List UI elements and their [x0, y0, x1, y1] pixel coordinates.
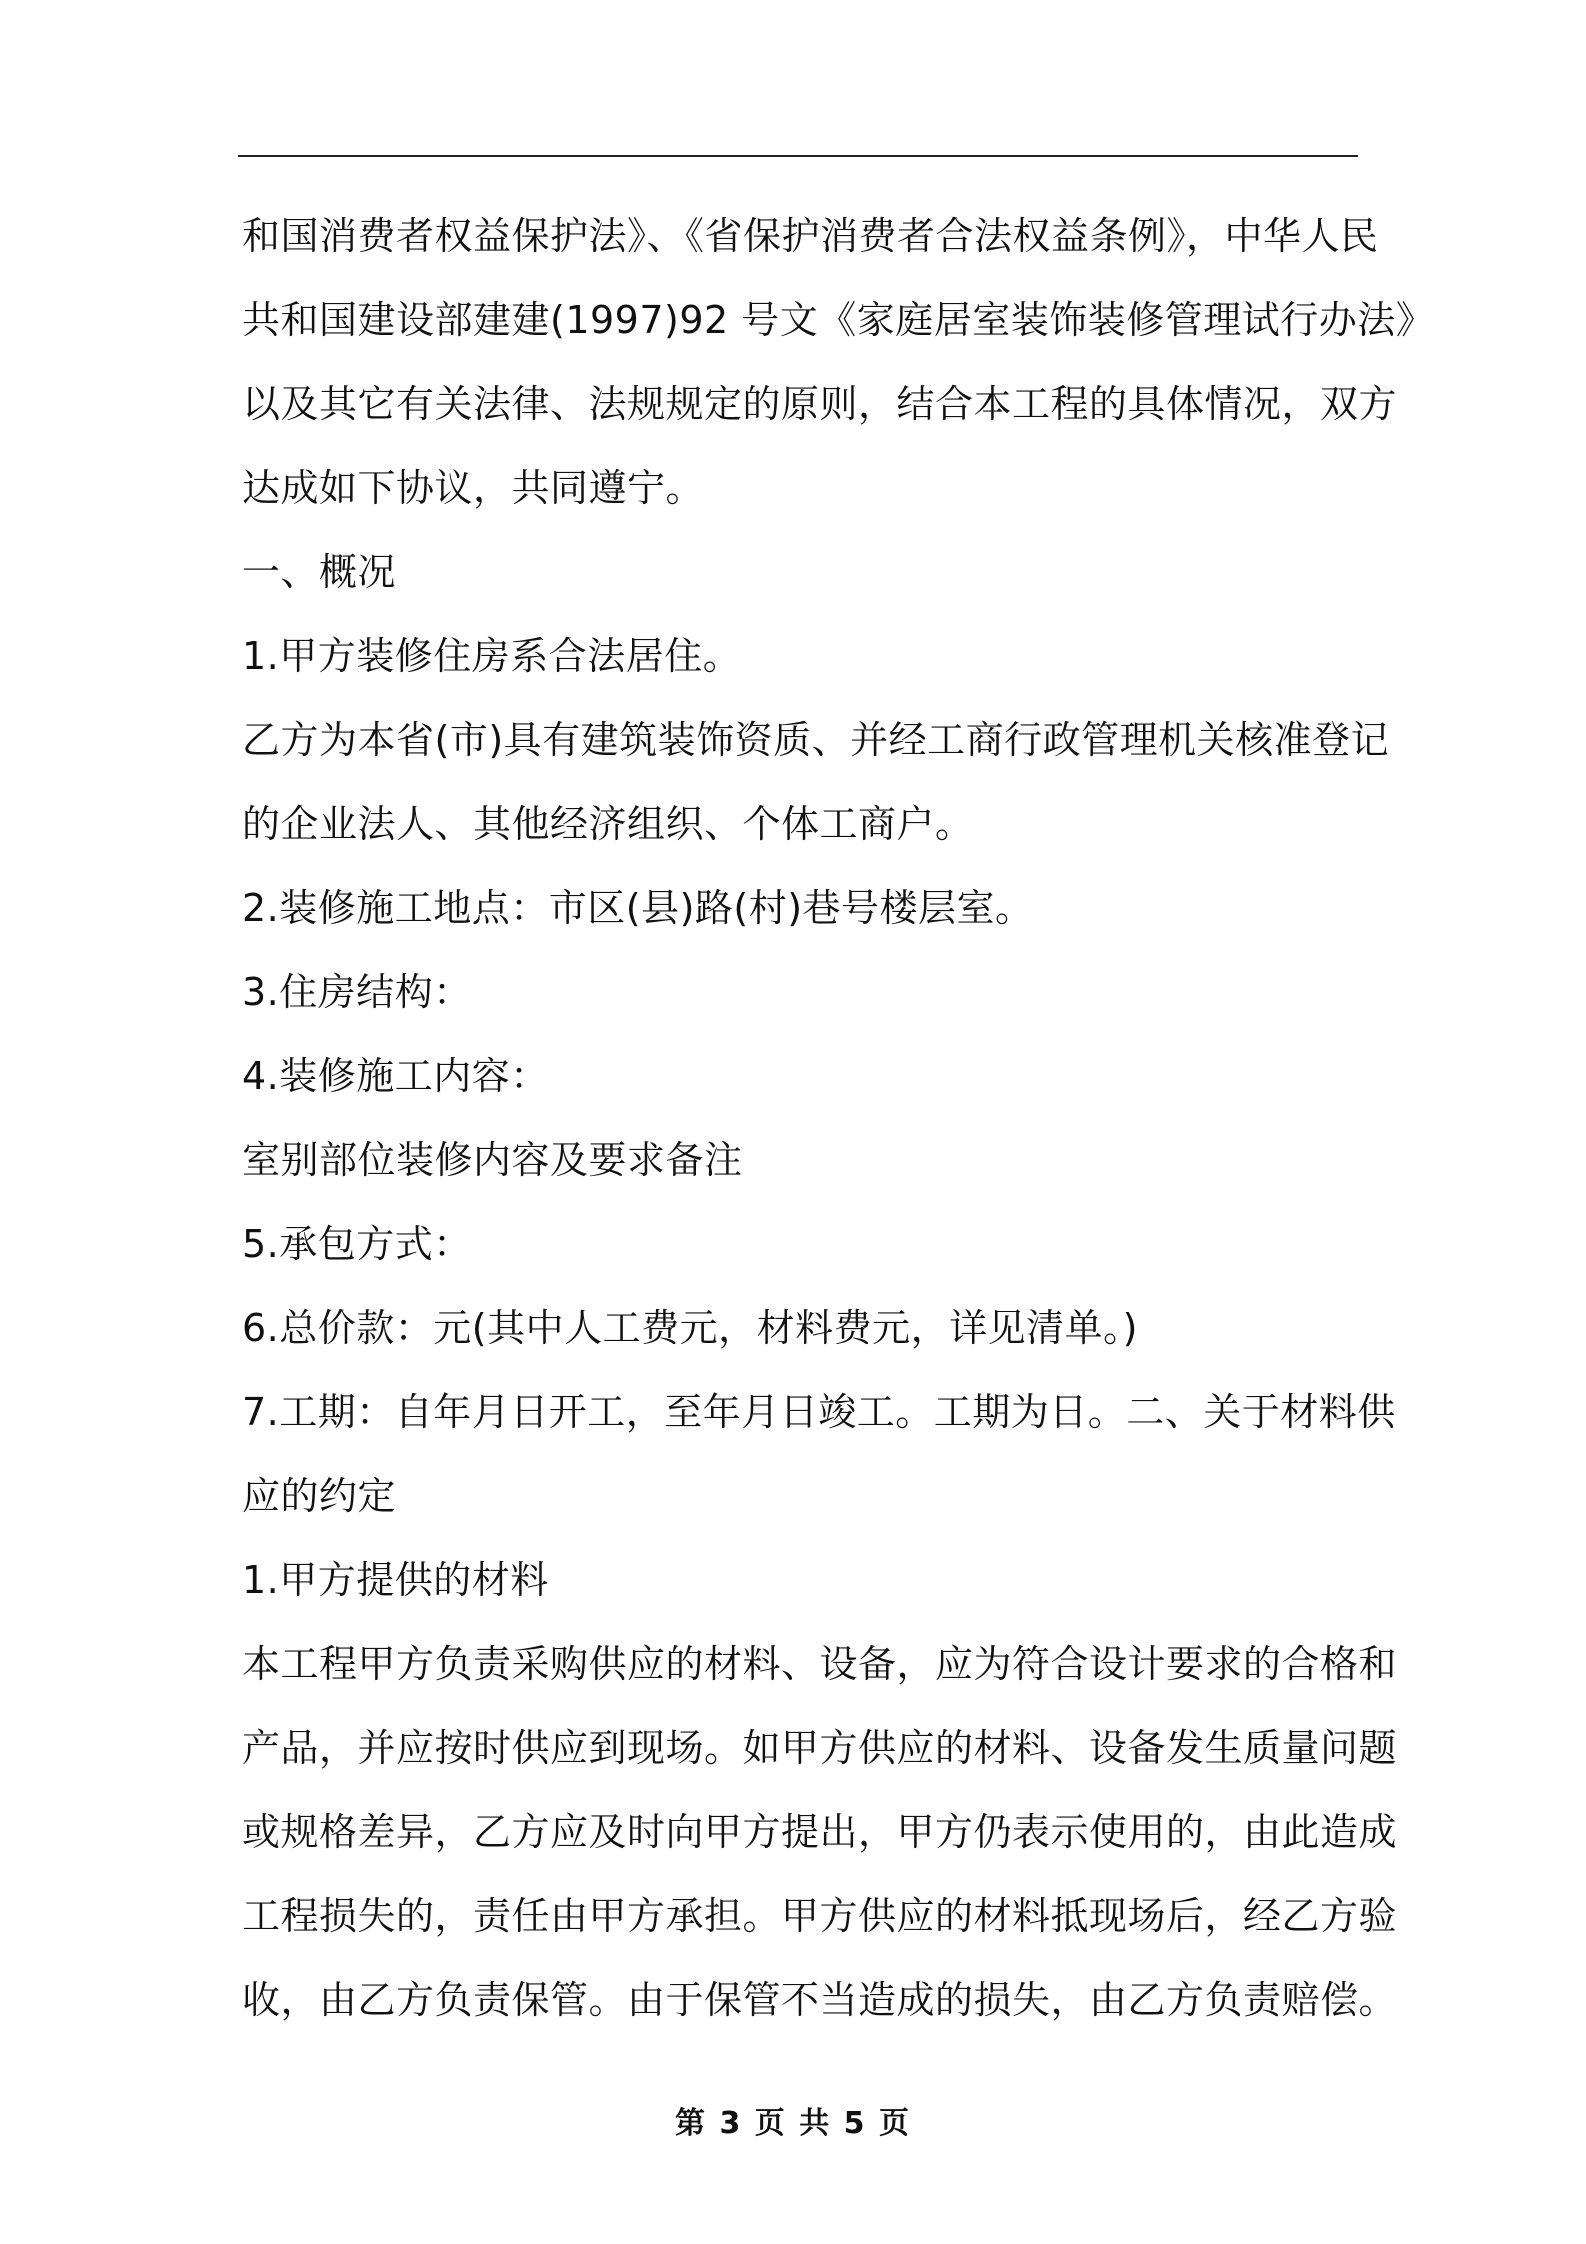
section-heading: 一、概况: [242, 550, 397, 594]
paragraph-line: 或规格差异，乙方应及时向甲方提出，甲方仍表示使用的，由此造成: [242, 1810, 1398, 1854]
paragraph-line: 的企业法人、其他经济组织、个体工商户。: [242, 802, 974, 846]
page-number: [0, 2098, 1586, 2142]
paragraph-line: 室别部位装修内容及要求备注: [242, 1138, 743, 1182]
paragraph-line: 和国消费者权益保护法》、《省保护消费者合法权益条例》，中华人民: [242, 214, 1379, 258]
paragraph-line: 应的约定: [242, 1474, 397, 1518]
paragraph-line: 2.装修施工地点：市区(县)路(村)巷号楼层室。: [242, 886, 1034, 930]
paragraph-line: 产品，并应按时供应到现场。如甲方供应的材料、设备发生质量问题: [242, 1726, 1398, 1770]
document-body: [242, 194, 1435, 2042]
paragraph-line: 工程损失的，责任由甲方承担。甲方供应的材料抵现场后，经乙方验: [242, 1894, 1398, 1938]
paragraph-line: 1.甲方提供的材料: [242, 1558, 549, 1602]
header-rule: [238, 155, 1358, 157]
paragraph-line: 4.装修施工内容：: [242, 1054, 549, 1098]
paragraph-line: 乙方为本省(市)具有建筑装饰资质、并经工商行政管理机关核准登记: [242, 718, 1390, 762]
paragraph-line: 达成如下协议，共同遵宁。: [242, 466, 705, 510]
paragraph-line: 3.住房结构：: [242, 970, 472, 1014]
page-number-label: 第 3 页 共 5 页: [675, 2106, 911, 2141]
paragraph-line: 本工程甲方负责采购供应的材料、设备，应为符合设计要求的合格和: [242, 1642, 1398, 1686]
paragraph-line: 以及其它有关法律、法规规定的原则，结合本工程的具体情况，双方: [242, 382, 1398, 426]
paragraph-line: 6.总价款：元(其中人工费元，材料费元，详见清单。): [242, 1306, 1138, 1350]
paragraph-line: 1.甲方装修住房系合法居住。: [242, 634, 742, 678]
paragraph-line: 收，由乙方负责保管。由于保管不当造成的损失，由乙方负责赔偿。: [242, 1978, 1398, 2022]
paragraph-line: 共和国建设部建建(1997)92 号文《家庭居室装饰装修管理试行办法》: [242, 298, 1435, 342]
paragraph-line: 5.承包方式：: [242, 1222, 472, 1266]
paragraph-line: 7.工期：自年月日开工，至年月日竣工。工期为日。二、关于材料供: [242, 1390, 1396, 1434]
